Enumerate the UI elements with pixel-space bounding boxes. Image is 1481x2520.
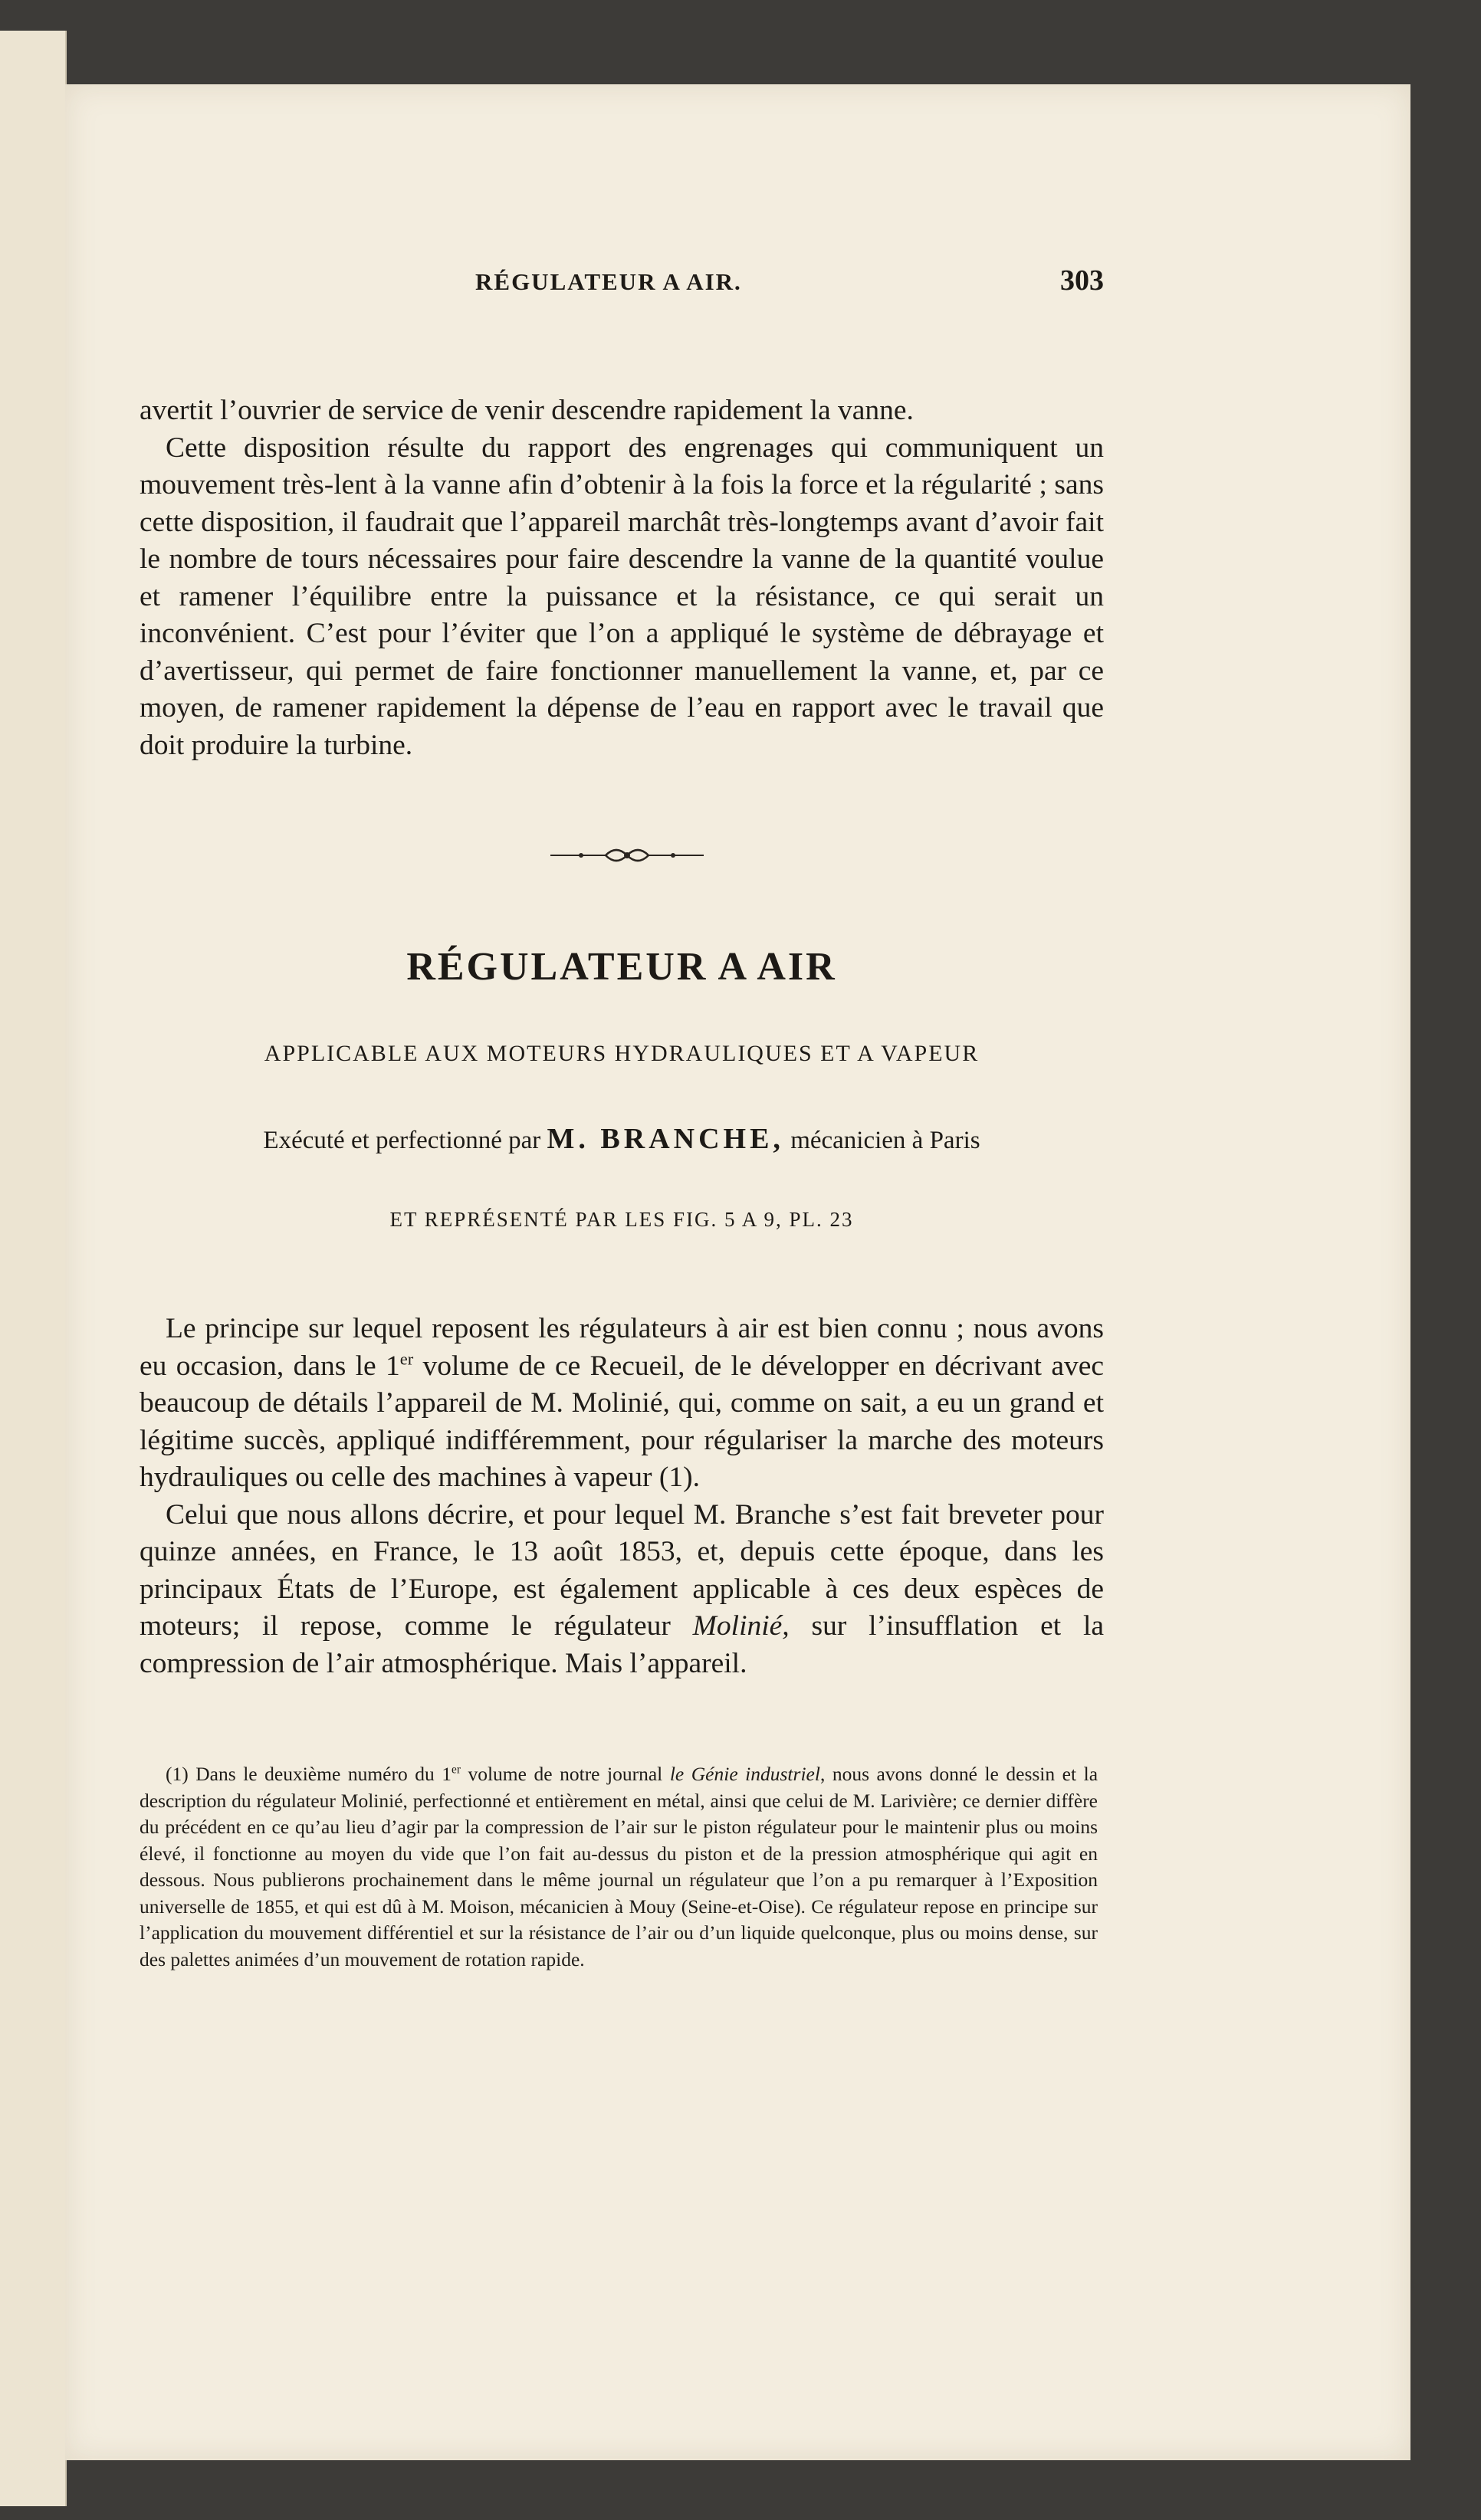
text-run: , nous avons donné le dessin et la description du régulateur Molinié, perfectionné et entièrement en métal, ainsi que celui de M. Larivière; ce dernier diffère du précédent en ce qu’au lieu d’agir par la compression de l’air sur le piston régulateur pour le maintenir plus ou moins élevé, il fonctionne au moyen du vide que l’on fait au-dessus du piston et de la pression atmosphérique qui agit en dessous. Nous publierons prochainement dans le même journal un régulateur que l’on a pu remarquer à l’Exposition universelle de 1855, et qui est dû à M. Moison, mécanicien à Mouy (Seine-et-Oise). Ce régulateur repose en principe sur l’application du mouvement différentiel et sur la résistance de l’air ou d’un liquide quelconque, plus ou moins dense, sur des palettes animées d’un mouvement de rotation rapide. [140, 1763, 1098, 1970]
footnote [140, 1761, 1098, 1973]
article-body [140, 1311, 1104, 1682]
section-ornament-icon [550, 842, 704, 869]
page-number: 303 [1060, 264, 1104, 297]
article-title: RÉGULATEUR A AIR [406, 945, 837, 989]
text-run: volume de notre journal [460, 1763, 670, 1785]
footnote-paragraph [140, 1761, 1098, 1973]
italic-run: le Génie industriel [669, 1763, 820, 1785]
superscript: er [452, 1763, 461, 1777]
text-run: (1) Dans le deuxième numéro du 1 [166, 1763, 452, 1785]
byline-prefix: Exécuté et perfectionné par [263, 1127, 541, 1154]
italic-run: Molinié, [692, 1610, 790, 1642]
article-subtitle: APPLICABLE AUX MOTEURS HYDRAULIQUES ET A VAPEUR [264, 1041, 980, 1066]
paragraph-principle [140, 1311, 1104, 1497]
continued-text [140, 392, 1104, 764]
previous-page-edge [0, 31, 67, 2506]
text-run: Le principe sur lequel reposent les régulateurs à air est bien connu ; nous avons eu occasion, dans le 1 [140, 1313, 1104, 1382]
text-run: sur l’insufflation et la compression de l’air atmosphérique. Mais l’appareil. [140, 1610, 1105, 1679]
figure-reference: ET REPRÉSENTÉ PAR LES FIG. 5 A 9, PL. 23 [389, 1208, 854, 1231]
running-title: RÉGULATEUR A AIR. [475, 268, 742, 295]
page-header [414, 261, 1104, 307]
byline-suffix: mécanicien à Paris [790, 1127, 980, 1154]
paragraph-disposition: Cette disposition résulte du rapport des engrenages qui communiquent un mouvement très-lent à la vanne afin d’obtenir à la fois la force et la régularité ; sans cette disposition, il faudrait que l’appareil marchât très-longtemps avant d’avoir fait le nombre de tours nécessaires pour faire descendre la vanne de la quantité voulue et ramener l’équilibre entre la puissance et la résistance, ce qui serait un inconvénient. C’est pour l’éviter que l’on a appliqué le système de débrayage et d’avertisseur, qui permet de faire fonctionner manuellement la vanne, et, par ce moyen, de ramener rapidement la dépense de l’eau en rapport avec le travail que doit produire la turbine. [140, 431, 1104, 761]
paragraph-branche [140, 1497, 1104, 1683]
byline [140, 1122, 1104, 1156]
author-name: M. BRANCHE, [547, 1123, 784, 1155]
text-run: volume de ce Recueil, de le développer en décrivant avec beaucoup de détails l’appareil de M. Molinié, qui, comme on sait, a eu un grand et légitime succès, appliqué indifféremment, pour régulariser la marche des moteurs hydrauliques ou celle des machines à vapeur (1). [140, 1350, 1104, 1493]
text-run: Celui que nous allons décrire, et pour lequel M. Branche s’est fait breveter pour quinze années, en France, le 13 août 1853, et, depuis cette époque, dans les principaux États de l’Europe, est également applicable à ces deux espèces de moteurs; il repose, comme le régulateur [140, 1498, 1104, 1642]
paragraph-continued: avertit l’ouvrier de service de venir descendre rapidement la vanne. [140, 395, 914, 426]
superscript: er [399, 1349, 414, 1368]
